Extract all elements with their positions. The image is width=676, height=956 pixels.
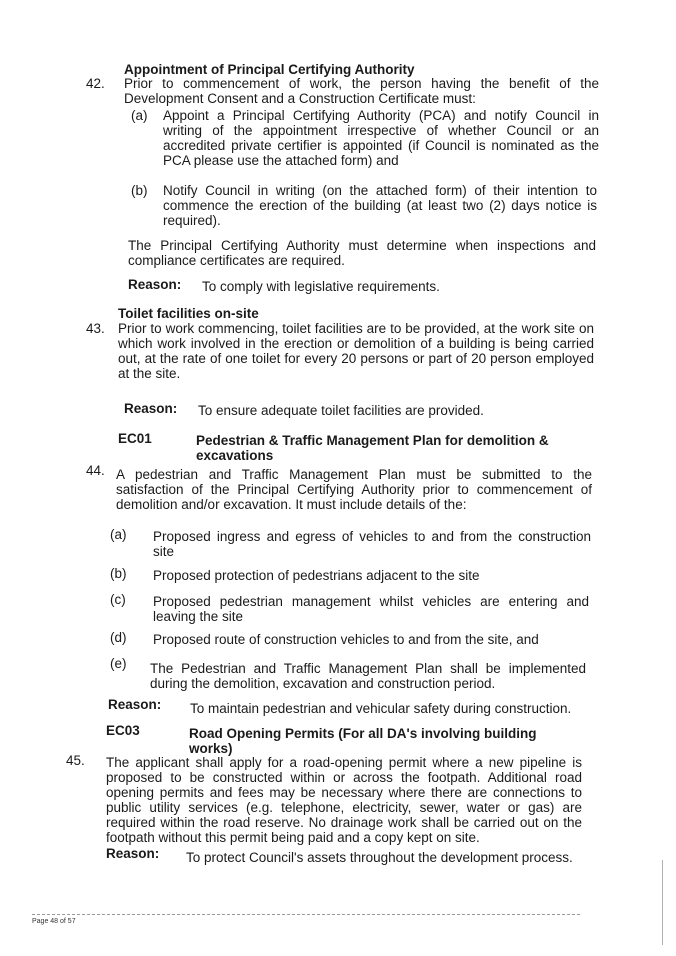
reason-label: Reason: <box>106 846 160 861</box>
condition-43-intro: Prior to work commencing, toilet facilities are to be provided, at the work site on which work involved in the erection or demolition of a building is being carried out, at the rate of one toilet for every 20 persons or part of 20 person employed at the site. <box>118 321 594 381</box>
reason-label: Reason: <box>108 697 162 712</box>
condition-number-43: 43. <box>86 321 105 336</box>
condition-number-42: 42. <box>86 76 105 91</box>
list-item-label: (b) <box>131 183 148 198</box>
reason-text: To maintain pedestrian and vehicular safety during construction. <box>190 701 572 716</box>
list-item-label: (d) <box>110 630 127 645</box>
list-item-label: (c) <box>110 592 126 607</box>
section-heading-pca: Appointment of Principal Certifying Authority <box>124 62 415 77</box>
list-item-label: (a) <box>131 108 148 123</box>
scan-edge-mark <box>662 860 663 945</box>
condition-45-intro: The applicant shall apply for a road-opening permit where a new pipeline is proposed to be constructed within or across the footpath. Additional road opening permits and fees may be necessary where there are connections to public utility services (e.g. telephone, electricity, sewer, water or gas) are required within the road reserve. No drainage work shall be carried out on the footpath without this permit being paid and a copy kept on site. <box>106 755 582 845</box>
reason-text: To protect Council's assets throughout the development process. <box>186 850 573 865</box>
list-item-label: (a) <box>110 527 127 542</box>
list-item-text: Appoint a Principal Certifying Authority (PCA) and notify Council in writing of the appointment irrespective of whether Council or an accredited private certifier is appointed (if Council is nominated as the PCA please use the attached form) and <box>163 108 599 168</box>
condition-number-45: 45. <box>66 753 85 768</box>
list-item-text: The Pedestrian and Traffic Management Plan shall be implemented during the demolition, excavation and construction period. <box>150 661 586 691</box>
reason-label: Reason: <box>124 401 178 416</box>
list-item-text: Proposed pedestrian management whilst vehicles are entering and leaving the site <box>153 594 589 624</box>
condition-title: Pedestrian & Traffic Management Plan for demolition & excavations <box>196 433 549 463</box>
list-item-text: Notify Council in writing (on the attached form) of their intention to commence the erection of the building (at least two (2) days notice is required). <box>163 183 597 228</box>
condition-code: EC01 <box>118 431 152 446</box>
list-item-text: Proposed route of construction vehicles to and from the site, and <box>153 632 539 647</box>
condition-42-closing: The Principal Certifying Authority must determine when inspections and compliance certificates are required. <box>128 238 596 268</box>
reason-label: Reason: <box>128 277 182 292</box>
footer-divider <box>32 914 580 915</box>
reason-text: To ensure adequate toilet facilities are provided. <box>198 403 484 418</box>
condition-code: EC03 <box>106 723 140 738</box>
condition-44-intro: A pedestrian and Traffic Management Plan must be submitted to the satisfaction of the Principal Certifying Authority prior to commencement of demolition and/or excavation. It must include details of the: <box>116 467 592 512</box>
section-heading-toilet: Toilet facilities on-site <box>118 306 259 321</box>
page-number: Page 48 of 57 <box>32 918 76 925</box>
reason-text: To comply with legislative requirements. <box>202 279 440 294</box>
condition-number-44: 44. <box>86 463 105 478</box>
condition-42-intro: Prior to commencement of work, the person having the benefit of the Development Consent and a Construction Certificate must: <box>124 76 599 106</box>
list-item-text: Proposed protection of pedestrians adjacent to the site <box>153 568 480 583</box>
list-item-label: (e) <box>110 656 127 671</box>
condition-title: Road Opening Permits (For all DA's involving building works) <box>189 726 537 756</box>
list-item-label: (b) <box>110 566 127 581</box>
list-item-text: Proposed ingress and egress of vehicles to and from the construction site <box>153 529 591 559</box>
